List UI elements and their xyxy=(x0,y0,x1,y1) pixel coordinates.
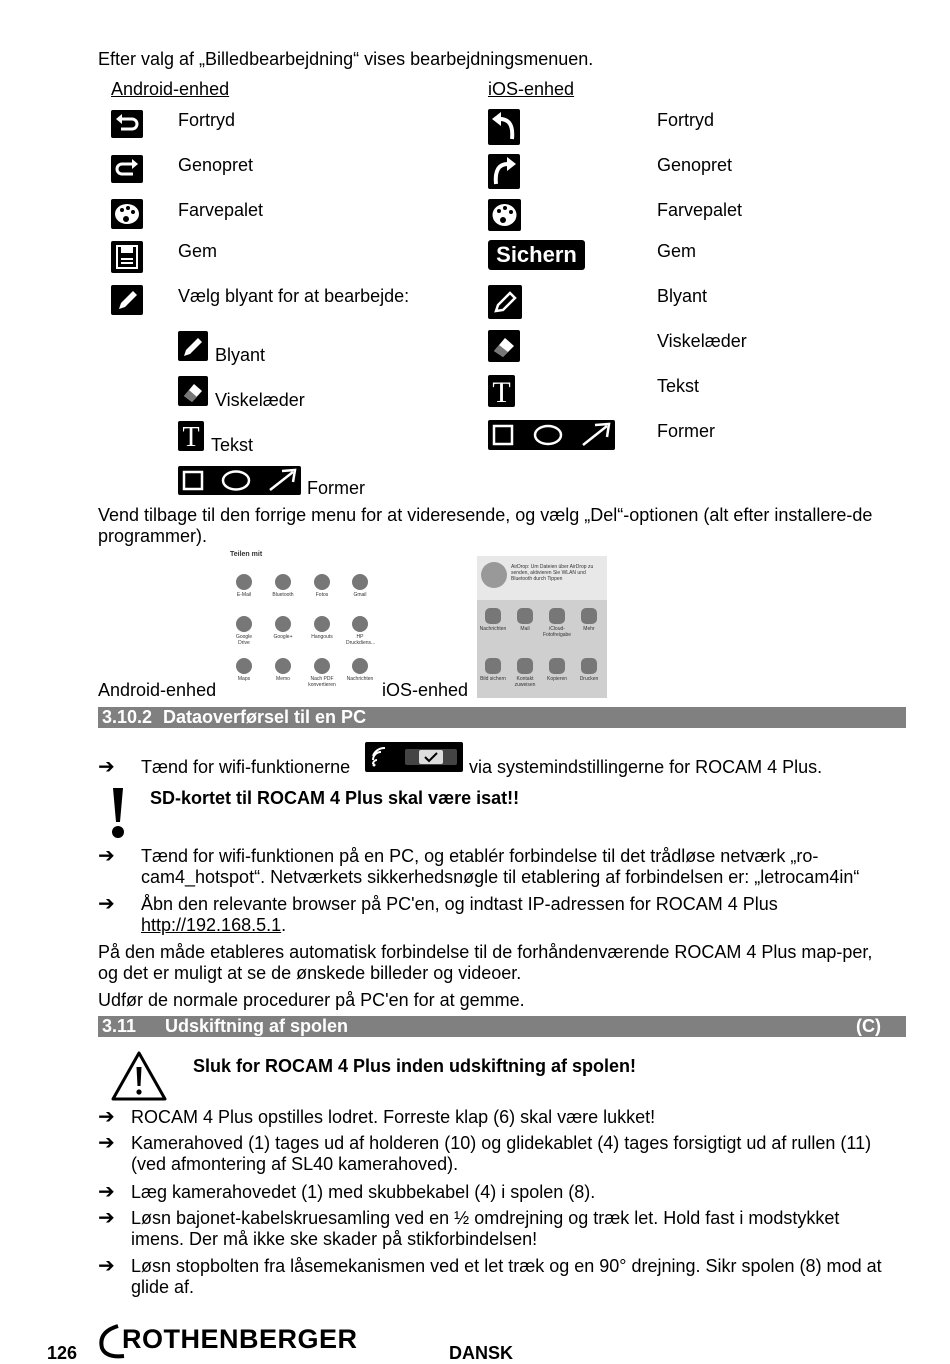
spool-step: Læg kamerahovedet (1) med skubbekabel (4) i spolen (8). xyxy=(131,1182,596,1202)
section-tag: (C) xyxy=(856,1016,881,1036)
arrow-bullet-icon: ➔ xyxy=(98,756,115,778)
save-icon xyxy=(111,241,143,273)
ios-item-shapes: Former xyxy=(657,421,715,441)
android-item-pencil-select: Vælg blyant for at bearbejde: xyxy=(178,286,410,306)
spool-warning: Sluk for ROCAM 4 Plus inden udskiftning af spolen! xyxy=(193,1056,637,1076)
auto-connect-text: På den måde etableres automatisk forbindelse til de forhåndenværende ROCAM 4 Plus map-per, og det er muligt at se de ønskede billeder og videoer. xyxy=(98,942,873,983)
section-title: Udskiftning af spolen xyxy=(165,1016,349,1036)
save-button-badge xyxy=(488,240,585,270)
android-share-app: HP Druckdiens... xyxy=(346,616,374,646)
ios-share-action: Kontakt zuweisen xyxy=(511,658,539,688)
ios-share-app: Mail xyxy=(511,608,539,632)
android-item-palette: Farvepalet xyxy=(178,200,264,220)
spool-step: Kamerahoved (1) tages ud af holderen (10) og glidekablet (4) tages forsigtigt ud af rullen (11) (ved afmontering af SL40 kamerahoved). xyxy=(131,1133,872,1174)
android-share-app: Nachrichten xyxy=(346,658,374,682)
arrow-bullet-icon: ➔ xyxy=(98,1106,115,1128)
spool-step: ROCAM 4 Plus opstilles lodret. Forreste klap (6) skal være lukket! xyxy=(131,1107,656,1127)
android-share-app: Fotos xyxy=(308,574,336,598)
android-share-app: Memo xyxy=(269,658,297,682)
ios-item-undo: Fortryd xyxy=(657,110,715,130)
ios-item-palette: Farvepalet xyxy=(657,200,743,220)
android-sub-pencil: Blyant xyxy=(215,345,266,365)
redo-icon xyxy=(488,154,520,189)
logo-text: ROTHENBERGER xyxy=(122,1324,358,1354)
ip-address-link[interactable]: http://192.168.5.1 xyxy=(141,915,282,935)
intro-text: Efter valg af „Billedbearbejdning“ vises bearbejdningsmenuen. xyxy=(98,49,594,69)
wifi-step-1-end: via systemindstillingerne for ROCAM 4 Plus. xyxy=(469,757,823,777)
wifi-step-2-text: Tænd for wifi-funktionen på en PC, og etablér forbindelse til det trådløse netværk „ro-cam4_hotspot“. Netværkets sikkerhedsnøgle til etablering af forbindelsen er: „letrocam4in“ xyxy=(141,846,860,887)
page-number: 126 xyxy=(47,1343,78,1363)
android-share-title: Teilen mit xyxy=(230,551,263,558)
android-share-app: Google Drive xyxy=(230,616,258,646)
ios-item-pencil: Blyant xyxy=(657,286,708,306)
save-procedure-text: Udfør de normale procedurer på PC'en for at gemme. xyxy=(98,990,525,1010)
arrow-bullet-icon: ➔ xyxy=(98,1255,115,1277)
ios-share-action: Kopieren xyxy=(543,658,571,682)
ios-heading: iOS-enhed xyxy=(488,79,575,99)
wifi-step-3 xyxy=(141,894,841,936)
shapes-icon xyxy=(178,466,301,495)
forward-text: Vend tilbage til den forrige menu for at videresende, og vælg „Del“-optionen (alt efter installere-de programmer). xyxy=(98,505,873,546)
save-badge-label: Sichern xyxy=(496,242,577,267)
share-android-label: Android-enhed xyxy=(98,680,217,700)
spool-step: Løsn stopbolten fra låsemekanismen ved et let træk og en 90° drejning. Sikr spolen (8) mod at glide af. xyxy=(131,1256,882,1297)
palette-icon xyxy=(488,199,521,231)
undo-icon xyxy=(488,109,520,145)
android-item-redo: Genopret xyxy=(178,155,254,175)
pencil-icon xyxy=(111,285,143,315)
arrow-bullet-icon: ➔ xyxy=(98,893,115,915)
android-item-undo: Fortryd xyxy=(178,110,236,130)
ios-item-eraser: Viskelæder xyxy=(657,331,747,351)
ios-share-action: Bild sichern xyxy=(479,658,507,682)
section-number: 3.10.2 xyxy=(102,707,153,727)
ios-item-text: Tekst xyxy=(657,376,700,396)
palette-icon xyxy=(111,199,143,229)
spool-step: Løsn bajonet-kabelskruesamling ved en ½ omdrejning og træk let. Hold fast i modstykket imens. Der må ikke ske skader på stikforbindelsen! xyxy=(131,1208,840,1249)
ios-item-save: Gem xyxy=(657,241,697,261)
undo-icon xyxy=(111,110,143,138)
android-sub-shapes: Former xyxy=(307,478,365,498)
android-sub-text: Tekst xyxy=(211,435,254,455)
ios-share-screenshot xyxy=(477,556,607,698)
arrow-bullet-icon: ➔ xyxy=(98,1181,115,1203)
ios-item-redo: Genopret xyxy=(657,155,733,175)
sd-warning: SD-kortet til ROCAM 4 Plus skal være isat!! xyxy=(150,788,520,808)
airdrop-icon xyxy=(481,562,507,588)
wifi-toggle-icon xyxy=(365,742,463,772)
android-item-save: Gem xyxy=(178,241,218,261)
android-share-app: Hangouts xyxy=(308,616,336,640)
arrow-bullet-icon: ➔ xyxy=(98,1132,115,1154)
android-share-app: E-Mail xyxy=(230,574,258,598)
rothenberger-logo xyxy=(96,1322,356,1360)
wifi-step-1-text: Tænd for wifi-funktionerne xyxy=(141,757,351,777)
android-share-app: Nach PDF konvertieren xyxy=(308,658,336,688)
ios-share-app: Nachrichten xyxy=(479,608,507,632)
text-icon xyxy=(488,375,515,407)
eraser-icon xyxy=(488,330,520,362)
section-title: Dataoverførsel til en PC xyxy=(163,707,367,727)
pencil-icon xyxy=(488,285,522,319)
arrow-bullet-icon: ➔ xyxy=(98,1207,115,1229)
android-share-app: Bluetooth xyxy=(269,574,297,598)
wifi-step-3-end: . xyxy=(281,915,287,935)
ios-share-app: Mehr xyxy=(575,608,603,632)
airdrop-area xyxy=(477,556,607,600)
exclamation-icon xyxy=(110,786,126,840)
section-header-3-11 xyxy=(98,1016,906,1037)
pencil-icon xyxy=(178,331,208,361)
shapes-icon xyxy=(488,420,615,450)
arrow-bullet-icon: ➔ xyxy=(98,845,115,867)
text-icon xyxy=(178,421,204,451)
redo-icon xyxy=(111,155,143,183)
eraser-icon xyxy=(178,376,208,406)
android-share-app: Maps xyxy=(230,658,258,682)
language-label: DANSK xyxy=(449,1343,514,1363)
section-number: 3.11 xyxy=(102,1016,137,1036)
android-share-app: Gmail xyxy=(346,574,374,598)
share-ios-label: iOS-enhed xyxy=(382,680,469,700)
wifi-step-3-text: Åbn den relevante browser på PC'en, og indtast IP-adressen for ROCAM 4 Plus xyxy=(141,894,778,914)
ios-share-action: Drucken xyxy=(575,658,603,682)
airdrop-text: AirDrop: Um Dateien über AirDrop zu senden, aktivieren Sie WLAN und Bluetooth durch Tippen xyxy=(511,564,594,582)
section-header-3-10-2 xyxy=(98,707,906,728)
android-share-app: Google+ xyxy=(269,616,297,640)
warning-triangle-icon xyxy=(110,1050,168,1102)
svg-text:T: T xyxy=(492,376,511,407)
android-heading: Android-enhed xyxy=(111,79,230,99)
android-sub-eraser: Viskelæder xyxy=(215,390,305,410)
ios-share-app: iCloud-Fotofreigabe xyxy=(543,608,571,638)
svg-text:T: T xyxy=(182,422,200,451)
android-share-screenshot xyxy=(228,550,378,698)
